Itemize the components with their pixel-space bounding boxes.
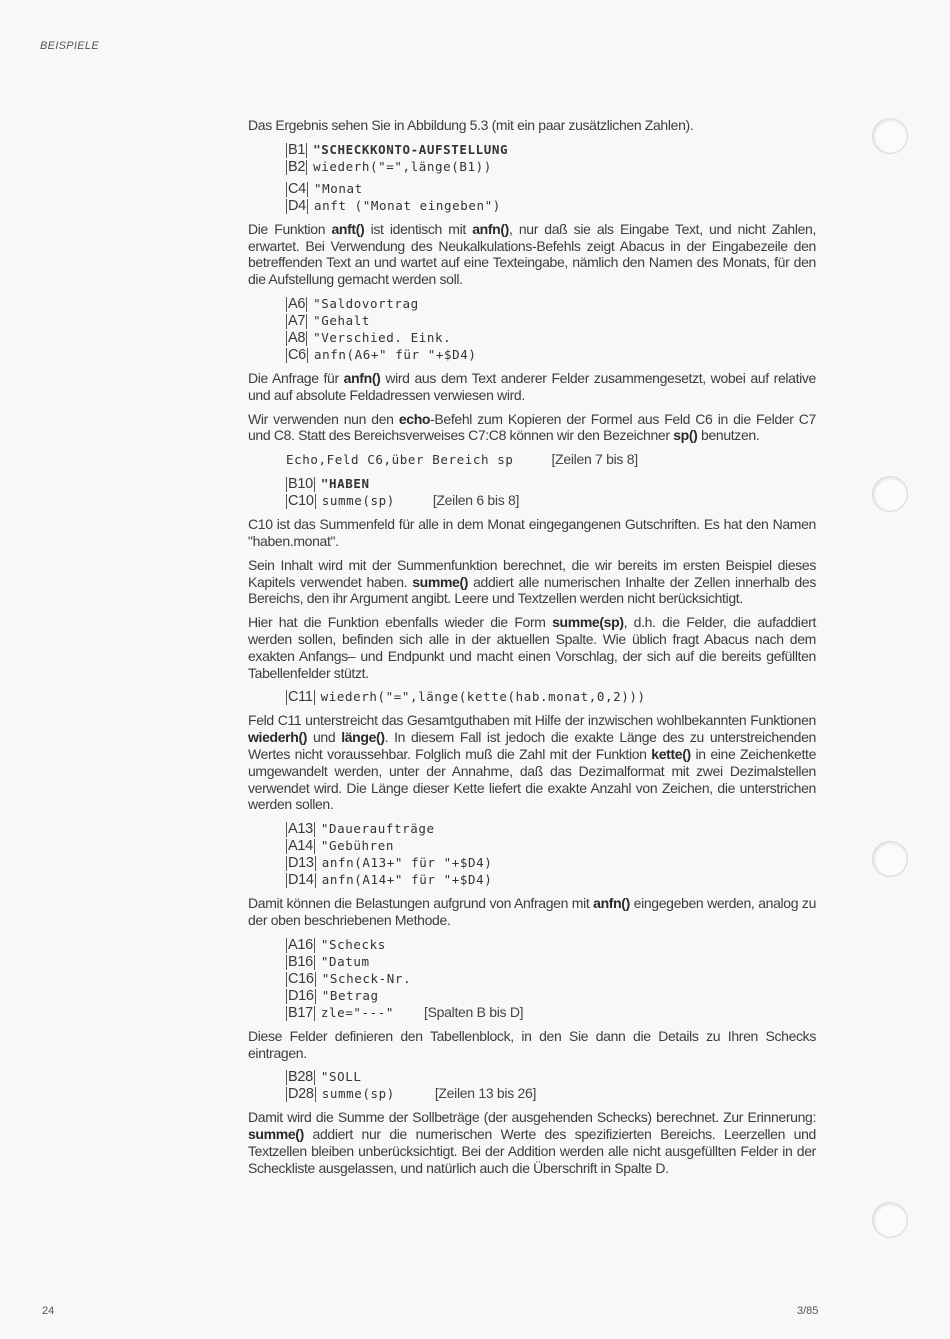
cell-content: "HABEN	[320, 476, 370, 492]
cell-ref: A14	[288, 838, 313, 855]
code-line	[286, 346, 816, 363]
code-line	[286, 1085, 816, 1102]
text-run: benutzen.	[697, 427, 760, 444]
cell-ref: B16	[288, 953, 313, 970]
paragraph-8	[248, 712, 816, 813]
cell-ref: C6	[288, 346, 306, 363]
paragraph-1: Das Ergebnis sehen Sie in Abbildung 5.3 (mit ein paar zusätzlichen Zahlen).	[248, 117, 694, 133]
code-line	[286, 970, 816, 987]
cell-content: anfn(A14+" für "+$D4)	[321, 872, 493, 888]
cell-content: "SOLL	[320, 1069, 362, 1085]
cell-ref: D13	[288, 855, 314, 872]
code-block-3	[286, 295, 816, 363]
edition-date: 3/85	[797, 1305, 819, 1317]
text-run: Hier hat die Funktion ebenfalls wieder die Form	[248, 614, 553, 631]
binder-hole-2	[872, 476, 908, 512]
code-line	[286, 492, 816, 509]
cell-content: wiederh("=",länge(kette(hab.monat,0,2)))	[320, 689, 646, 705]
cell-content: "Daueraufträge	[320, 821, 435, 837]
function-name: summe(sp)	[552, 614, 624, 631]
function-name: länge()	[341, 729, 385, 746]
code-block-6	[286, 820, 816, 888]
code-line	[286, 936, 816, 953]
text-run: , d.h. die Felder, die aufaddiert werden sollen, befinden sich alle in der aktuellen Spalte. Wie üblich fragt Abacus nach dem exakten Anfangs– und Endpunkt und macht einen Vorschlag, der sich auf die bereits gefüllten Tabellenfelder stützt.	[248, 614, 816, 681]
text-run: Damit wird die Summe der Sollbeträge (der ausgehenden Schecks) berechnet. Zur Erinnerung:	[248, 1109, 816, 1126]
text-run: Feld C11 unterstreicht das Gesamtguthaben mit Hilfe der inzwischen wohlbekannten Funktionen	[248, 712, 816, 729]
cell-ref: C11	[288, 689, 313, 706]
code-line	[286, 688, 816, 705]
cell-ref: D28	[288, 1086, 314, 1103]
paragraph-2	[248, 221, 816, 288]
cell-content: "Monat	[313, 180, 363, 196]
text-run: . In diesem Fall ist jedoch die exakte Länge des zu unterstreichenden Wertes nicht voraussehbar. Folglich muß die Zahl mit der Funktion	[248, 729, 816, 762]
command-name: echo	[398, 410, 431, 427]
cell-content: anfn(A6+" für "+$D4)	[313, 346, 477, 362]
text-run: addiert alle numerischen Inhalte der Zellen innerhalb des Bereichs, den ihr Argument angibt. Leere und Textzellen werden nicht berücksichtigt.	[248, 573, 816, 607]
code-line	[286, 854, 816, 871]
echo-command-block	[286, 451, 816, 468]
cell-ref: B10	[288, 476, 313, 493]
cell-ref: A8	[288, 329, 306, 346]
binder-hole-3	[872, 841, 908, 877]
paragraph-11	[248, 1109, 816, 1176]
code-line	[286, 312, 816, 329]
text-run: , nur daß sie als Eingabe Text, und nicht Zahlen, erwartet. Bei Verwendung des Neukalkulations-Befehls zeigt Abacus in der Eingabezeile den betreffenden Text an und wartet auf eine Texteingabe, nämlich den Namen des Monats, für den die Aufstellung gemacht werden soll.	[248, 220, 817, 288]
cell-ref: A7	[288, 312, 306, 329]
binder-hole-1	[872, 118, 908, 154]
code-line	[286, 1004, 816, 1021]
cell-content: wiederh("=",länge(B1))	[313, 158, 492, 174]
code-line	[286, 295, 816, 312]
cell-ref: D14	[288, 872, 314, 889]
text-run: Damit können die Belastungen aufgrund von Anfragen mit	[248, 895, 594, 912]
code-line	[286, 820, 816, 837]
cell-ref: A13	[288, 821, 313, 838]
range-note: [Zeilen 13 bis 26]	[434, 1085, 537, 1102]
function-name: anfn()	[472, 220, 509, 237]
code-line	[286, 871, 816, 888]
cell-ref: A6	[288, 295, 306, 312]
code-block-2	[286, 180, 816, 214]
code-block-8	[286, 1068, 816, 1102]
cell-content: "Saldovortrag	[313, 295, 419, 311]
page-number: 24	[42, 1305, 55, 1317]
code-block-5	[286, 688, 816, 705]
paragraph-3	[248, 370, 816, 404]
text-run: Die Funktion	[248, 220, 332, 237]
function-name: kette()	[651, 745, 691, 762]
paragraph-9	[248, 895, 816, 929]
text-run: ist identisch mit	[364, 220, 473, 237]
range-note: [Zeilen 6 bis 8]	[432, 492, 520, 509]
cell-content: "Gehalt	[313, 312, 371, 328]
function-name: sp()	[673, 427, 698, 444]
text-run: Sein Inhalt wird mit der Summenfunktion berechnet, die wir bereits im ersten Beispiel dieses Kapitels verwendet haben.	[248, 556, 816, 590]
text-run: -Befehl zum Kopieren der Formel aus Feld C6 in die Felder C7 und C8. Statt des Bereichsverweises C7:C8 können wir den Bezeichner	[248, 410, 816, 444]
text-run: Wir verwenden nun den	[248, 410, 399, 427]
cell-ref: B1	[288, 141, 306, 158]
function-name: anfn()	[593, 895, 630, 912]
code-line	[286, 141, 816, 158]
page-body	[248, 117, 816, 1184]
text-run: eingegeben werden, analog zu der oben beschriebenen Methode.	[248, 895, 816, 928]
text-run: wird aus dem Text anderer Felder zusammengesetzt, wobei auf relative und auf absolute Feldadressen verwiesen wird.	[248, 369, 816, 403]
cell-content: "Gebühren	[320, 838, 395, 854]
code-line	[286, 180, 816, 197]
code-line	[286, 451, 816, 468]
code-line	[286, 197, 816, 214]
cell-content: summe(sp)	[321, 493, 395, 509]
cell-content: anft ("Monat eingeben")	[313, 197, 501, 213]
paragraph-10: Diese Felder definieren den Tabellenblock, in den Sie dann die Details zu Ihren Schecks eintragen.	[248, 1027, 816, 1061]
range-note: [Spalten B bis D]	[424, 1003, 524, 1020]
range-note: [Zeilen 7 bis 8]	[551, 451, 638, 468]
cell-content: zle="---"	[320, 1004, 395, 1020]
code-line	[286, 987, 816, 1004]
function-name: summe()	[248, 1126, 304, 1143]
cell-ref: B2	[288, 158, 306, 175]
cell-ref: D4	[288, 197, 306, 214]
paragraph-6	[248, 557, 816, 607]
cell-ref: B28	[288, 1069, 313, 1086]
code-block-1	[286, 141, 816, 175]
text-run: addiert nur die numerischen Werte des spezifizierten Bereichs. Leerzellen und Textzellen bleiben unberücksichtigt. Bei der Addition werden alle nicht ausgefüllten Felder in der Scheckliste ausgelassen, und natürlich auch die Überschrift in Spalte D.	[248, 1126, 816, 1176]
cell-ref: A16	[288, 936, 313, 953]
cell-content: "Scheck-Nr.	[321, 970, 412, 986]
code-block-4	[286, 475, 816, 509]
code-block-7	[286, 936, 816, 1021]
code-line	[286, 329, 816, 346]
cell-content: "Verschied. Eink.	[313, 329, 452, 345]
code-line	[286, 1068, 816, 1085]
code-line	[286, 158, 816, 175]
code-line	[286, 475, 816, 492]
paragraph-7	[248, 614, 816, 681]
running-header: BEISPIELE	[40, 40, 99, 52]
text-run: Die Anfrage für	[248, 369, 344, 386]
text-run: und	[307, 729, 342, 746]
text-run: in eine Zeichenkette umgewandelt werden, unter der Annahme, daß das Dezimalformat mit zwei Dezimalstellen verwendet wird. Die Länge dieser Kette liefert die exakte Anzahl von Zeichen, die unterstrichen werden sollen.	[248, 745, 817, 813]
cell-content: anfn(A13+" für "+$D4)	[321, 855, 493, 871]
cell-content: "Betrag	[321, 987, 379, 1003]
cell-ref: C16	[288, 970, 314, 987]
cell-ref: B17	[288, 1004, 313, 1021]
echo-command: Echo,Feld C6,über Bereich sp	[286, 452, 514, 468]
function-name: anfn()	[343, 369, 381, 386]
cell-content: "Datum	[320, 953, 370, 969]
function-name: wiederh()	[248, 729, 308, 746]
cell-ref: C10	[288, 493, 314, 510]
function-name: anft()	[331, 220, 365, 237]
cell-ref: D16	[288, 987, 314, 1004]
paragraph-5: C10 ist das Summenfeld für alle in dem Monat eingegangenen Gutschriften. Es hat den Namen "haben.monat".	[248, 516, 816, 549]
cell-ref: C4	[288, 180, 306, 197]
cell-content: summe(sp)	[321, 1086, 395, 1102]
cell-content: "Schecks	[320, 936, 386, 952]
code-line	[286, 953, 816, 970]
code-line	[286, 837, 816, 854]
binder-hole-4	[872, 1202, 908, 1238]
paragraph-4	[248, 411, 816, 445]
cell-content: "SCHECKKONTO-AUFSTELLUNG	[313, 141, 509, 157]
function-name: summe()	[412, 573, 469, 590]
